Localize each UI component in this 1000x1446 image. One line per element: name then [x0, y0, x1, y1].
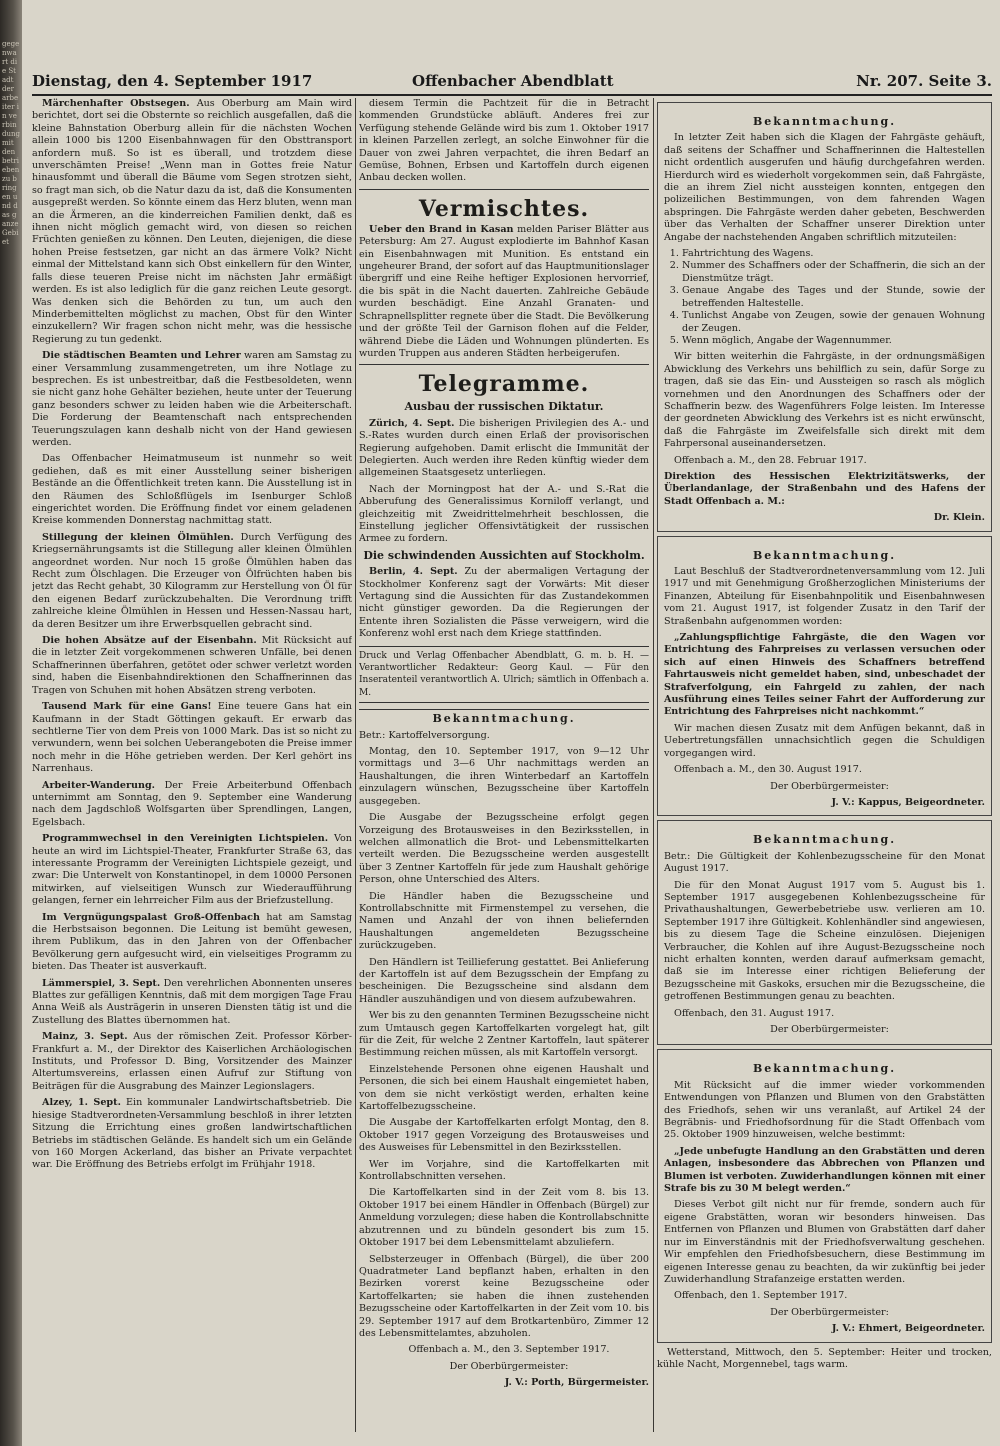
notice-paragraph: Die Ausgabe der Bezugsscheine erfolgt gegen Vorzeigung des Brotausweises in den Bezirksstellen, in welchen allmonatlich die Brot- und Lebensmittelkarten verteilt werden. Die Bezugsscheine werden ausgestellt über 3 Zentner Kartoffeln für jede zum Haushalt gehörige Person, ohne Unterschied des Alters.: [359, 812, 649, 886]
list-item: 2. Nummer des Schaffners oder der Schaffnerin, die sich an der Dienstmütze trägt.: [682, 260, 985, 285]
notice-date: Offenbach, den 31. August 1917.: [674, 1007, 835, 1019]
article: Zürich, 4. Sept. Die bisherigen Privilegien des A.- und S.-Rates wurden durch einen Erlaß der provisorischen Regierung aufgehoben. Damit erlischt die Immunität der Delegierten. Auch werden ihre Reden künftig wieder dem allgemeinen Staatsgesetz unterliegen.: [359, 417, 649, 479]
notice-paragraph: Den Händlern ist Teillieferung gestattet. Bei Anlieferung der Kartoffeln ist auf dem Bezugsschein der Empfang zu bescheinigen. Die Bezugsscheine sind alsdann dem Händler auszuhändigen und von diesem aufzubewahren.: [359, 956, 649, 1005]
weather-report: Wetterstand, Mittwoch, den 5. September: Heiter und trocken, kühle Nacht, Morgennebel, tags warm.: [657, 1346, 992, 1370]
article: Lämmerspiel, 3. Sept. Den verehrlichen Abonnenten unseres Blattes zur gefälligen Kenntnis, daß mit dem morgigen Tage Frau Anna Weiß als Austrägerin in unseren Diensten tätig ist und die Zustellung des Blattes übernommen hat.: [32, 977, 352, 1026]
article: Nach der Morningpost hat der A.- und S.-Rat die Abberufung des Generalissimus Korniloff verlangt, und gleichzeitig mit Zweidrittelmehrheit beschlossen, die Einstellung jeglicher Offensivtätigkeit der russischen Armee zu fordern.: [359, 483, 649, 545]
list-item: 3. Genaue Angabe des Tages und der Stunde, sowie der betreffenden Haltestelle.: [682, 285, 985, 310]
notice-paragraph: In letzter Zeit haben sich die Klagen der Fahrgäste gehäuft, daß seitens der Schaffner und Schaffnerinnen die Haltestellen nicht ordentlich ausgerufen und häufig durchgefahren werden. Hierdurch wird es wiederholt vorgekommen sein, daß Fahrgäste, die an ihrem Ziel nicht aussteigen konnten, entgegen den polizeilichen Bestimmungen, von dem fahrenden Wagen abspringen. Die Fahrgäste werden daher gebeten, Beschwerden über das Verhalten der Schaffner unserer Direktion unter Angabe der nachstehenden Angaben schriftlich mitzuteilen:: [664, 132, 985, 243]
notice-title: Bekanntmachung.: [359, 709, 649, 725]
list-item: 4. Tunlichst Angabe von Zeugen, sowie der genauen Wohnung der Zeugen.: [682, 310, 985, 335]
notice-signature: J. V.: Ehmert, Beigeordneter.: [831, 1323, 985, 1335]
notice-date: Offenbach a. M., den 3. September 1917.: [408, 1344, 610, 1356]
notice-office: Der Oberbürgermeister:: [770, 780, 889, 792]
section-title-vermischtes: Vermischtes.: [418, 195, 590, 222]
notice-title: Bekanntmachung.: [752, 115, 897, 128]
article: Programmwechsel in den Vereinigten Lichtspielen. Von heute an wird im Lichtspiel-Theater, Frankfurter Straße 63, das interessante Programm der Vereinigten Lichtspiele gezeigt, und zwar: Die Unterwelt von Konstantinopel, in dem 10000 Personen mitwirken, auf vielseitigen Wunsch zur Wiederaufführung gelangen, ferner ein lehrreicher Film aus der Briefzustellung.: [32, 833, 352, 907]
subheading: Ausbau der russischen Diktatur.: [404, 400, 604, 414]
notice-date: Offenbach a. M., den 28. Februar 1917.: [674, 454, 867, 466]
notice-title: Bekanntmachung.: [752, 1062, 897, 1076]
notice-paragraph: Selbsterzeuger in Offenbach (Bürgel), die über 200 Quadratmeter Land bepflanzt haben, erhalten in den Bezirken vorerst keine Bezugsscheine oder Kartoffelkarten; sie haben die ihnen zustehenden Bezugsscheine oder Kartoffelkarten in der Zeit vom 10. bis 29. September 1917 auf dem Brotkartenbüro, Zimmer 12 des Lebensmittelamtes, abzuholen.: [359, 1253, 649, 1339]
list-item: 5. Wenn möglich, Angabe der Wagennummer.: [682, 335, 985, 347]
notice-title: Bekanntmachung.: [752, 548, 897, 562]
notice-paragraph: Die für den Monat August 1917 vom 5. August bis 1. September 1917 ausgegebenen Kohlenbezugsscheine für Privathaushaltungen, Gewerbebetriebe usw. verlieren am 10. September 1917 ihre Gültigkeit. Kohlenhändler sind angewiesen, bis zu diesem Tage die Scheine einzulösen. Diejenigen Verbraucher, die Kohlen auf ihre August-Bezugsscheine noch nicht erhalten konnten, werden darauf aufmerksam gemacht, daß sie im Interesse einer richtigen Belieferung der Bezugsscheine mit Gaskoks, ersuchen mir die Bezugsscheine, die getroffenen Bestimmungen genau zu beachten.: [664, 879, 985, 1003]
notice-office: Der Oberbürgermeister:: [770, 1024, 889, 1035]
notice-paragraph: Wer bis zu den genannten Terminen Bezugsscheine nicht zum Umtausch gegen Kartoffelkarten vorgelegt hat, gilt für die Zeit, für welche 2 Zentner Kartoffeln, laut späterer Bestimmung reichen müssen, als mit Kartoffeln versorgt.: [359, 1010, 649, 1059]
notice-quote: „Zahlungspflichtige Fahrgäste, die den Wagen vor Entrichtung des Fahrpreises zu verlassen versuchen oder sich auf einen Hinweis des Schaffners betreffend Fahrtausweis nicht gemeldet haben, sind, unbeschadet der Strafverfolgung, ein Fahrgeld zu zahlen, der nach Ausführung eines Teiles seiner Fahrt der Aufforderung zur Entrichtung des Fahrpreises nicht nachkommt.“: [664, 632, 985, 718]
article: Stillegung der kleinen Ölmühlen. Durch Verfügung des Kriegsernährungsamts ist die Stillegung aller kleinen Ölmühlen angeordnet worden. Nur noch 15 große Ölmühlen haben das Recht zum Ölschlagen. Die Erzeuger von Ölfrüchten haben bis jetzt das Recht gehabt, 30 Kilogramm zur Herstellung von Öl für den eigenen Bedarf zurückzubehalten. Die Verordnung trifft zahlreiche kleine Ölmühlen in Hessen und Hessen-Nassau hart, da deren Besitzer um ihre Erwerbsquellen gebracht sind.: [32, 531, 352, 630]
notice-subject: Betr.: Kartoffelversorgung.: [359, 729, 490, 741]
article: Tausend Mark für eine Gans! Eine teuere Gans hat ein Kaufmann in der Stadt Göttingen gekauft. Er erwarb das sechtlerne Tier von dem Preis von 1000 Mark. Das ist so nicht zu verwundern, wenn bei solchen Ueberangeboten die Preise immer noch mehr in die Höhe getrieben werden. Der Kerl gehört ins Narrenhaus.: [32, 701, 352, 775]
notice-office: Der Oberbürgermeister:: [770, 1306, 889, 1318]
notice-box-coal: [657, 820, 992, 1045]
notice-paragraph: Laut Beschluß der Stadtverordnetenversammlung vom 12. Juli 1917 und mit Genehmigung Großherzoglichen Ministeriums der Finanzen, Abteilung für Eisenbahnpolitik und Eisenbahnwesen vom 21. August 1917, ist folgender Zusatz in den Tarif der Straßenbahn aufgenommen worden:: [664, 566, 985, 627]
notice-list: [682, 248, 985, 347]
column-news: [359, 98, 649, 1434]
notice-title: Bekanntmachung.: [752, 833, 897, 847]
notice-quote: „Jede unbefugte Handlung an den Grabstätten und deren Anlagen, insbesondere das Abbrechen von Pflanzen und Blumen ist verboten. Zuwiderhandlungen können mit einer Strafe bis zu 30 M belegt werden.“: [664, 1145, 985, 1195]
notice-date: Offenbach, den 1. September 1917.: [674, 1290, 848, 1302]
adjacent-page-text: gegenwart die Stadt der arbeiter in verbindung mit den betrieben zu bringen und das ganze Gebiet: [2, 40, 20, 246]
notice-paragraph: Dieses Verbot gilt nicht nur für fremde, sondern auch für eigene Grabstätten, woran wir besonders hinweisen. Das Entfernen von Pflanzen und Blumen von Grabstätten darf daher nur im Einverständnis mit der Friedhofsverwaltung geschehen. Wir empfehlen den Friedhofsbesuchern, diese Bestimmung im eigenen Interesse genau zu beachten, da wir zukünftig bei jeder Zuwiderhandlung Strafanzeige erstatten werden.: [664, 1199, 985, 1285]
notice-paragraph: Die Kartoffelkarten sind in der Zeit vom 8. bis 13. Oktober 1917 bei einem Händler in Offenbach (Bürgel) zur Anmeldung vorzulegen; diese haben die Kontrollabschnitte abzutrennen und zu bündeln gesondert bis zum 15. Oktober 1917 bei dem Lebensmittelamt abzuliefern.: [359, 1187, 649, 1249]
notice-paragraph: Mit Rücksicht auf die immer wieder vorkommenden Entwendungen von Pflanzen und Blumen von den Grabstätten des Friedhofs, sehen wir uns veranlaßt, auf Artikel 24 der Begräbnis- und Friedhofsordnung für die Stadt Offenbach vom 25. Oktober 1909 hinzuweisen, welche bestimmt:: [664, 1079, 985, 1141]
notice-office: Direktion des Hessischen Elektrizitätswerks, der Überlandanlage, der Straßenbahn und des Hafens der Stadt Offenbach a. M.:: [664, 470, 985, 507]
column-rule-2: [653, 98, 654, 1432]
notice-box-tram-complaints: [657, 102, 992, 532]
notice-office: Der Oberbürgermeister:: [449, 1360, 569, 1372]
notice-signature: J. V.: Kappus, Beigeordneter.: [831, 796, 985, 808]
article: Alzey, 1. Sept. Ein kommunaler Landwirtschaftsbetrieb. Die hiesige Stadtverordneten-Versammlung beschloß in ihrer letzten Sitzung die Errichtung eines großen landwirtschaftlichen Betriebs im städtischen Gelände. Es handelt sich um ein Gelände von 160 Morgen Ackerland, das bisher an Private verpachtet war. Die Eröffnung des Betriebs erfolgt im Frühjahr 1918.: [32, 1097, 352, 1171]
notice-paragraph: Einzelstehende Personen ohne eigenen Haushalt und Personen, die sich bei einem Haushalt eingemietet haben, von dem sie nicht verköstigt werden, erhalten keine Kartoffelbezugsscheine.: [359, 1063, 649, 1113]
notice-subject: Betr.: Die Gültigkeit der Kohlenbezugsscheine für den Monat August 1917.: [664, 850, 985, 875]
article: Das Offenbacher Heimatmuseum ist nunmehr so weit gediehen, daß es mit einer Ausstellung seiner bisherigen Bestände an die Öffentlichkeit treten kann. Die Ausstellung ist in den Räumen des Schloßflügels im Isenburger Schloß eingerichtet worden. Die Eröffnung findet vor einem geladenen Kreise kommenden Donnerstag nachmittag statt.: [32, 453, 352, 527]
continued-article: diesem Termin die Pachtzeit für die in Betracht kommenden Grundstücke abläuft. Anderes frei zur Verfügung stehende Gelände wird bis zum 1. Oktober 1917 in kleinen Parzellen zerlegt, an solche Einwohner für die Dauer von zwei Jahren verpachtet, die ihren Bedarf an Gemüse, Bohnen, Erbsen und Kartoffeln durch eigenen Anbau decken wollen.: [359, 98, 649, 184]
section-title-telegramme: Telegramme.: [418, 371, 590, 398]
article: Im Vergnügungspalast Groß-Offenbach hat am Samstag die Herbstsaison begonnen. Die Leitung ist bemüht gewesen, ihrem Publikum, das in den Jahren von der Offenbacher Bevölkerung gern aufgesucht wird, ein vielseitiges Programm zu bieten. Das Theater ist ausverkauft.: [32, 911, 352, 973]
notice-box-cemetery: [657, 1049, 992, 1342]
header-issue: Nr. 207. Seite 3.: [856, 72, 992, 90]
article: Die städtischen Beamten und Lehrer waren am Samstag zu einer Versammlung zusammengetreten, um ihre Notlage zu besprechen. Es ist unbestreitbar, daß die Festbesoldeten, wenn sie nicht ganz hohe Gehälter beziehen, heute unter der Teuerung ganz besonders schwer zu leiden haben wie die Arbeiterschaft. Die Forderung der Beamtenschaft nach entsprechenden Teuerungszulagen kann deshalb nicht von der Hand gewiesen werden.: [32, 350, 352, 448]
notice-date: Offenbach a. M., den 30. August 1917.: [674, 764, 862, 776]
newspaper-page: [22, 0, 1000, 1446]
column-notices: [657, 98, 992, 1434]
notice-paragraph: Die Ausgabe der Kartoffelkarten erfolgt Montag, den 8. Oktober 1917 gegen Vorzeigung des Brotausweises und des Ausweises für Lebensmittel in den Bezirksstellen.: [359, 1117, 649, 1154]
binding-gutter: [0, 0, 22, 1446]
divider: [359, 364, 649, 365]
imprint: Druck und Verlag Offenbacher Abendblatt, G. m. b. H. — Verantwortlicher Redakteur: Georg Kaul. — Für den Inseratenteil verantwortlich A. Ulrich; sämtlich in Offenbach a. M.: [359, 646, 649, 704]
notice-signature: Dr. Klein.: [933, 512, 985, 524]
column-local-news: [32, 98, 352, 1434]
column-rule-1: [355, 98, 356, 1432]
header-date: Dienstag, den 4. September 1917: [32, 72, 313, 90]
notice-paragraph: Die Händler haben die Bezugsscheine und Kontrollabschnitte mit Firmenstempel zu versehen, die Namen und Anzahl der von ihnen beliefernden Haushaltungen angemeldeten Bezugsscheine zurückzugeben.: [359, 890, 649, 952]
page-header: [32, 70, 992, 96]
notice-paragraph: Wir bitten weiterhin die Fahrgäste, in der ordnungsmäßigen Abwicklung des Verkehrs uns behilflich zu sein, dafür Sorge zu tragen, daß sie das Ein- und Aussteigen so rasch als möglich vornehmen und den Anordnungen des Schaffners oder der Schaffnerin bezw. des Wagenführers Folge leisten. Im Interesse der geordneten Abwicklung des Verkehrs ist es nicht erwünscht, daß die Fahrgäste im Zweifelsfalle sich direkt mit dem Fahrpersonal auseinandersetzen.: [664, 351, 985, 450]
article: Berlin, 4. Sept. Zu der abermaligen Vertagung der Stockholmer Konferenz sagt der Vorwärts: Mit dieser Vertagung sind die Aussichten für das Zustandekommen nicht günstiger geworden. Da die Regierungen der Entente ihren Sozialisten die Pässe verweigern, wird die Konferenz wohl erst nach dem Kriege stattfinden.: [359, 566, 649, 640]
list-item: 1. Fahrtrichtung des Wagens.: [682, 248, 985, 260]
article: Märchenhafter Obstsegen. Aus Oberburg am Main wird berichtet, dort sei die Obsternte so reichlich ausgefallen, daß die kleine Bahnstation Oberburg allein für die nächsten Wochen allein 1000 bis 1200 Eisenbahnwagen für den Obsttransport anfordern muß. So ist es überall, und trotzdem diese unverschämten Preise! „Wenn man in Gottes freie Natur hinausfommt und überall die Bäume vom Segen strotzen sieht, so fragt man sich, ob die Natur dazu da ist, daß die Konsumenten ausgepreßt werden. So könnte einem das Herz bluten, wenn man an die Ärmeren, an die kinderreichen Familien denkt, daß es ihnen nicht möglich gemacht wird, von diesen so reichen Früchten genießen zu können. Den Leuten, diejenigen, die diese hohen Preise festsetzen, gar nicht an das ärmere Volk? Nicht einmal der Mittelstand kann sich Obst einkellern für den Winter, falls diese teueren Preise nicht im nächsten Jahr ermäßigt werden. Es ist also lediglich für die ganz reichen Leute gesorgt. Was denken sich die Behörden zu tun, um auch den Minderbemittelten möglichst zu machen, Obst für den Winter einzukellern? Wir fragen schon nicht mehr, was die hessische Regierung zu tun gedenkt.: [32, 98, 352, 345]
article: Die hohen Absätze auf der Eisenbahn. Mit Rücksicht auf die in letzter Zeit vorgekommenen schweren Unfälle, bei denen Schaffnerinnen überfahren, getötet oder schwer verletzt worden sind, haben die Eisenbahndirektionen den Schaffnerinnen das Tragen von Schuhen mit hohen Absätzen streng verboten.: [32, 635, 352, 696]
article: Ueber den Brand in Kasan melden Pariser Blätter aus Petersburg: Am 27. August explodierte im Bahnhof Kasan ein Eisenbahnwagen mit Munition. Es entstand ein ungeheurer Brand, der sofort auf das Hauptmunitionslager übergriff und eine Reihe heftiger Explosionen hervorrief, die bis spät in die Nacht dauerten. Zahlreiche Gebäude wurden beschädigt. Eine Anzahl Granaten- und Schrapnellsplitter regnete über die Stadt. Die Bevölkerung und der größte Teil der Garnison flohen auf die Felder, während Diebe die Läden und Wohnungen plünderten. Es wurden Truppen aus anderen Städten herbeigerufen.: [359, 223, 649, 359]
article: Mainz, 3. Sept. Aus der römischen Zeit. Professor Körber-Frankfurt a. M., der Direktor des Kaiserlichen Archäologischen Instituts, und Professor D. Bing, Vorsitzender des Mainzer Altertumsvereins, erlassen einen Aufruf zur Stiftung von Beiträgen für die Ausgrabung des Mainzer Legionslagers.: [32, 1031, 352, 1092]
subheading: Die schwindenden Aussichten auf Stockholm.: [363, 548, 645, 562]
divider: [359, 189, 649, 190]
header-masthead: Offenbacher Abendblatt: [412, 72, 614, 90]
notice-box-tram-tariff: [657, 536, 992, 817]
notice-signature: J. V.: Porth, Bürgermeister.: [504, 1377, 649, 1389]
notice-paragraph: Montag, den 10. September 1917, von 9—12 Uhr vormittags und 3—6 Uhr nachmittags werden an Haushaltungen, die ihren Winterbedarf an Kartoffeln einzulagern wünschen, Bezugsscheine über Kartoffeln ausgegeben.: [359, 746, 649, 807]
notice-paragraph: Wir machen diesen Zusatz mit dem Anfügen bekannt, daß in Uebertretungsfällen unnachsichtlich gegen die Schuldigen vorgegangen wird.: [664, 722, 985, 759]
article: Arbeiter-Wanderung. Der Freie Arbeiterbund Offenbach unternimmt am Sonntag, den 9. September eine Wanderung nach dem Jagdschloß Wolfsgarten über Sprendlingen, Langen, Egelsbach.: [32, 779, 352, 828]
notice-paragraph: Wer im Vorjahre, sind die Kartoffelkarten mit Kontrollabschnitten versehen.: [359, 1158, 649, 1183]
